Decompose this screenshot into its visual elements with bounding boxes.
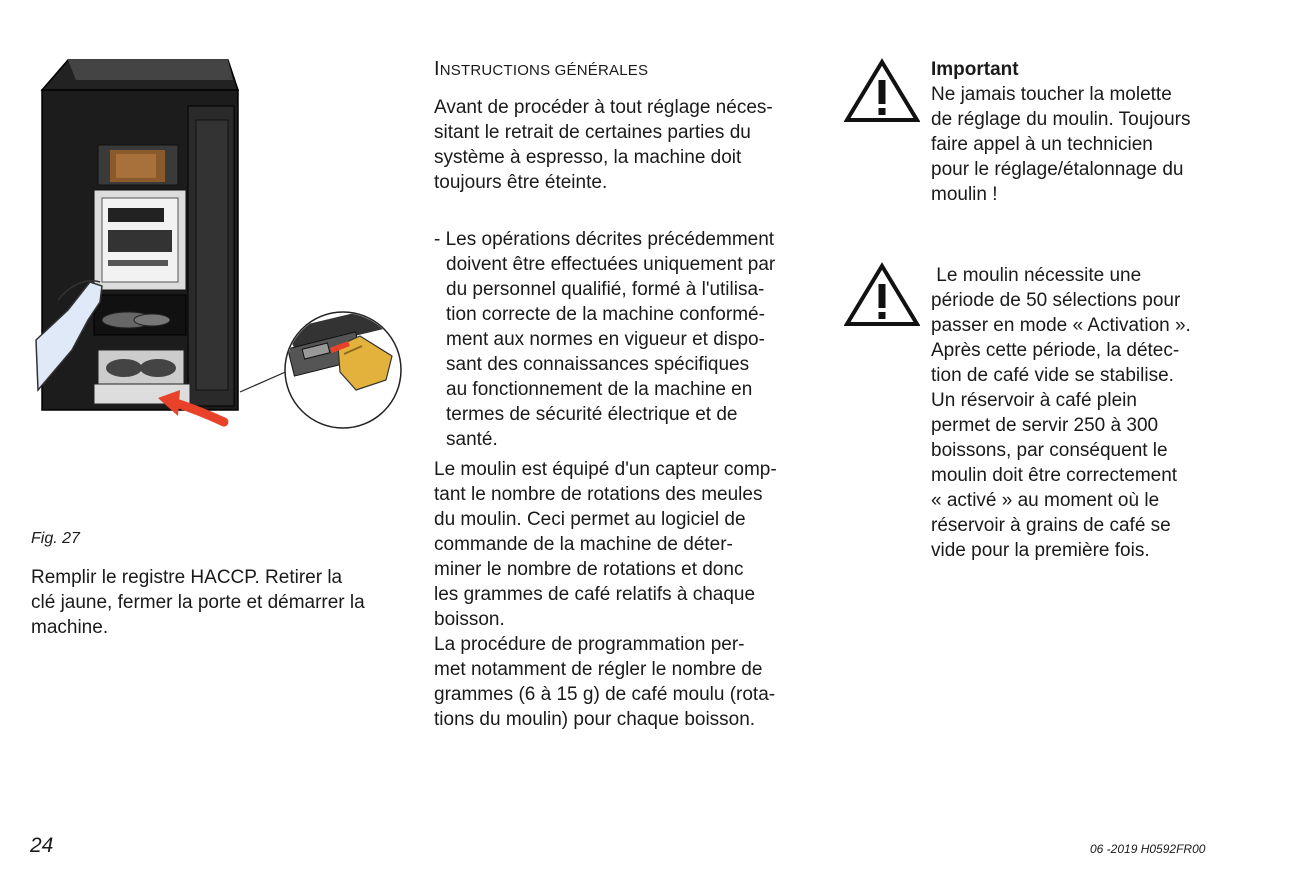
paragraph-line: tant le nombre de rotations des meules: [434, 484, 763, 505]
paragraph-line: grammes (6 à 15 g) de café moulu (rota-: [434, 684, 776, 705]
warning-line: Le moulin nécessite une: [931, 265, 1142, 286]
bullet-line: tion correcte de la machine conformé-: [446, 304, 765, 325]
warning-line: passer en mode « Activation ».: [931, 315, 1191, 336]
paragraph-line: tions du moulin) pour chaque boisson.: [434, 709, 756, 730]
paragraph-line: La procédure de programmation per-: [434, 634, 745, 655]
bullet-line: sant des connaissances spécifiques: [446, 354, 750, 375]
warning-line: permet de servir 250 à 300: [931, 415, 1159, 436]
bullet-line: au fonctionnement de la machine en: [446, 379, 753, 400]
paragraph-line: commande de la machine de déter-: [434, 534, 733, 555]
warning-activation: [931, 263, 1271, 563]
paragraph-line: du moulin. Ceci permet au logiciel de: [434, 509, 746, 530]
page-number: 24: [30, 834, 54, 857]
warning-title: Important: [931, 59, 1019, 80]
paragraph-line: met notamment de régler le nombre de: [434, 659, 763, 680]
intro-line: sitant le retrait de certaines parties du: [434, 122, 751, 143]
warning-line: Un réservoir à café plein: [931, 390, 1137, 411]
bullet-item: [434, 227, 814, 452]
intro-line: système à espresso, la machine doit: [434, 147, 742, 168]
warning-triangle-icon: [844, 58, 920, 124]
bullet-line: santé.: [446, 429, 498, 450]
figure-caption: Fig. 27: [31, 530, 80, 547]
document-code: 06 -2019 H0592FR00: [1090, 842, 1206, 856]
figure-description: [31, 565, 411, 640]
figure-description-line: Remplir le registre HACCP. Retirer la: [31, 567, 343, 588]
warning-line: période de 50 sélections pour: [931, 290, 1181, 311]
warning-line: Après cette période, la détec-: [931, 340, 1180, 361]
warning-line: Ne jamais toucher la molette: [931, 84, 1172, 105]
warning-triangle-icon: [844, 262, 920, 328]
warning-line: réservoir à grains de café se: [931, 515, 1171, 536]
paragraph-line: Le moulin est équipé d'un capteur comp-: [434, 459, 777, 480]
warning-line: faire appel à un technicien: [931, 134, 1153, 155]
section-heading: [434, 58, 648, 81]
figure-description-line: clé jaune, fermer la porte et démarrer la: [31, 592, 365, 613]
paragraph-line: miner le nombre de rotations et donc: [434, 559, 744, 580]
paragraph-line: les grammes de café relatifs à chaque: [434, 584, 756, 605]
warning-line: tion de café vide se stabilise.: [931, 365, 1174, 386]
intro-paragraph: [434, 95, 814, 195]
intro-line: Avant de procéder à tout réglage néces-: [434, 97, 773, 118]
figure-description-line: machine.: [31, 617, 109, 638]
heading-rest: NSTRUCTIONS GÉNÉRALES: [439, 62, 649, 79]
warning-line: « activé » au moment où le: [931, 490, 1160, 511]
bullet-line: du personnel qualifié, formé à l'utilisa-: [446, 279, 765, 300]
heading-initial: I: [434, 58, 440, 80]
machine-illustration: [28, 50, 408, 450]
intro-line: toujours être éteinte.: [434, 172, 608, 193]
warning-line: moulin doit être correctement: [931, 465, 1178, 486]
figure-illustration: [28, 50, 408, 450]
warning-line: boissons, par conséquent le: [931, 440, 1168, 461]
bullet-line: ment aux normes en vigueur et dispo-: [446, 329, 765, 350]
bullet-line: - Les opérations décrites précédemment: [434, 229, 775, 250]
bullet-line: doivent être effectuées uniquement par: [446, 254, 776, 275]
grinder-paragraph: [434, 457, 814, 732]
warning-line: moulin !: [931, 184, 998, 205]
warning-line: de réglage du moulin. Toujours: [931, 109, 1191, 130]
paragraph-line: boisson.: [434, 609, 505, 630]
bullet-line: termes de sécurité électrique et de: [446, 404, 738, 425]
warning-important: [931, 57, 1271, 207]
warning-line: pour le réglage/étalonnage du: [931, 159, 1184, 180]
warning-line: vide pour la première fois.: [931, 540, 1150, 561]
